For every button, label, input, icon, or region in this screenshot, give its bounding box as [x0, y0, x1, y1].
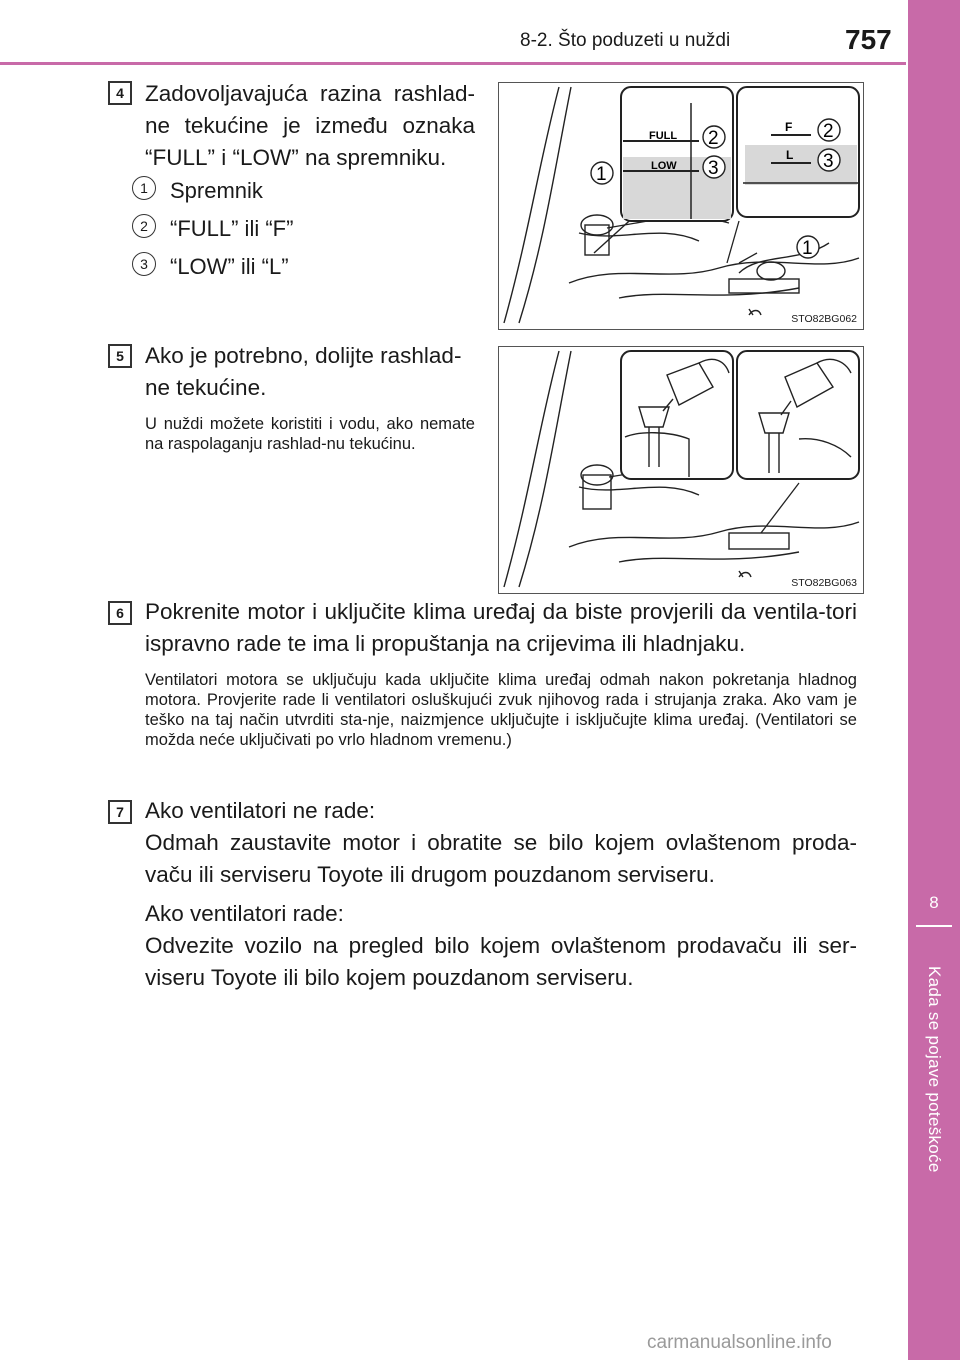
header-rule — [0, 62, 906, 65]
step-7-working-heading: Ako ventilatori rade: — [145, 901, 344, 926]
figure-coolant-level — [498, 82, 864, 330]
callout-1-left: 1 — [596, 164, 607, 185]
callout-2-left: 2 — [708, 128, 719, 149]
chapter-title: Kada se pojave poteškoće — [925, 966, 944, 1173]
watermark: carmanualsonline.info — [647, 1332, 832, 1353]
coolant-level-illustration — [499, 83, 863, 329]
figure-refill-coolant — [498, 346, 864, 594]
legend-label-full: “FULL” ili “F” — [170, 216, 294, 241]
callout-3-left: 3 — [708, 158, 719, 179]
callout-1-right: 1 — [802, 238, 813, 259]
step-number-5: 5 — [108, 344, 132, 368]
step-6-note: Ventilatori motora se uključuju kada uključite klima uređaj odmah nakon pokretanja hladnog motora. Provjerite rade li ventilatori osluškujući zvuk njihovog rada i strujanja zraka. Ako vam je teško na taj način utvrditi sta-nje, naizmjence uključujte i isključujte klima uređaj. (Ventilatori se možda neće uključivati po vrlo hladnom vremenu.) — [145, 671, 857, 749]
low-mark-label: LOW — [651, 160, 677, 172]
legend-label-tank: Spremnik — [170, 178, 263, 203]
callout-2-right: 2 — [823, 121, 834, 142]
l-mark-label: L — [786, 148, 794, 162]
legend-number-3: 3 — [132, 252, 156, 276]
f-mark-label: F — [785, 120, 793, 134]
chapter-tab — [908, 0, 960, 1360]
step-number-6: 6 — [108, 601, 132, 625]
full-mark-label: FULL — [649, 130, 678, 142]
step-5-text: Ako je potrebno, dolijte rashlad-ne tekućine. — [145, 343, 462, 400]
chapter-number: 8 — [929, 893, 939, 912]
step-7-not-working-text: Odmah zaustavite motor i obratite se bilo kojem ovlaštenom proda-vaču ili serviseru Toyote ili drugom pouzdanom serviseru. — [145, 830, 857, 887]
step-number-4: 4 — [108, 81, 132, 105]
figure-code: STO82BG062 — [791, 313, 857, 325]
step-7-not-working-heading: Ako ventilatori ne rade: — [145, 798, 376, 823]
step-7-working-text: Odvezite vozilo na pregled bilo kojem ovlaštenom prodavaču ili ser-viseru Toyote ili bilo kojem pouzdanom serviseru. — [145, 933, 857, 990]
figure-code: STO82BG063 — [791, 577, 857, 589]
legend-number-1: 1 — [132, 176, 156, 200]
page-number: 757 — [845, 24, 892, 55]
legend-number-2: 2 — [132, 214, 156, 238]
step-6-text: Pokrenite motor i uključite klima uređaj da biste provjerili da ventila-tori ispravno rade te ima li propuštanja na crijevima ili hladnjaku. — [145, 599, 857, 656]
step-number-7: 7 — [108, 800, 132, 824]
section-title: 8-2. Što poduzeti u nuždi — [520, 30, 731, 51]
callout-3-right: 3 — [823, 151, 834, 172]
refill-coolant-illustration — [499, 347, 863, 593]
chapter-tab-divider — [916, 925, 952, 927]
legend-label-low: “LOW” ili “L” — [170, 254, 289, 279]
step-4-text: Zadovoljavajuća razina rashlad-ne tekućine je između oznaka “FULL” i “LOW” na spremniku. — [145, 81, 475, 170]
step-5-note: U nuždi možete koristiti i vodu, ako nemate na raspolaganju rashlad-nu tekućinu. — [145, 415, 475, 453]
